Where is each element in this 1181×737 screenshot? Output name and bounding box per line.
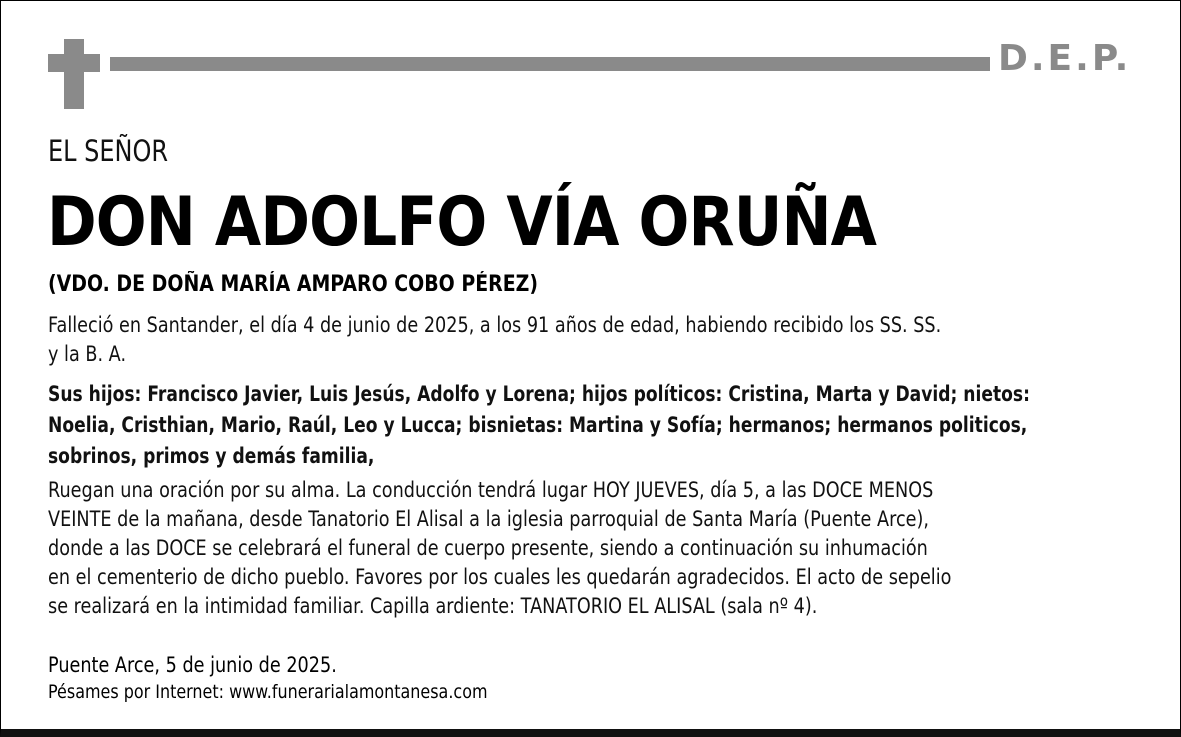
place-date: Puente Arce, 5 de junio de 2025. — [48, 653, 337, 677]
funeral-line: donde a las DOCE se celebrará el funeral de cuerpo presente, siendo a continuación su inhumación — [48, 536, 928, 560]
family-line: Noelia, Cristhian, Mario, Raúl, Leo y Lucca; bisnietas: Martina y Sofía; hermanos; hermanos politicos, — [48, 413, 1028, 437]
widower-of: (VDO. DE DOÑA MARÍA AMPARO COBO PÉREZ) — [48, 272, 539, 297]
header-rule — [110, 57, 990, 71]
funeral-line: VEINTE de la mañana, desde Tanatorio El Alisal a la iglesia parroquial de Santa María (Puente Arce), — [48, 507, 930, 531]
deceased-name: DON ADOLFO VÍA ORUÑA — [47, 183, 877, 262]
family-line: Sus hijos: Francisco Javier, Luis Jesús, Adolfo y Lorena; hijos políticos: Cristina, Marta y David; nietos: — [48, 382, 1030, 406]
family-list — [48, 379, 1132, 472]
honorific-title: EL SEÑOR — [48, 134, 169, 168]
death-notice-line: y la B. A. — [48, 342, 127, 366]
death-notice — [48, 311, 1132, 369]
funeral-line: se realizará en la intimidad familiar. Capilla ardiente: TANATORIO EL ALISAL (sala nº 4). — [48, 594, 818, 618]
funeral-details — [48, 476, 1132, 621]
family-line: sobrinos, primos y demás familia, — [48, 444, 375, 468]
dep-label: D.E.P. — [998, 38, 1132, 79]
funeral-line: en el cementerio de dicho pueblo. Favores por los cuales les quedarán agradecidos. El acto de sepelio — [48, 565, 952, 589]
funeral-line: Ruegan una oración por su alma. La conducción tendrá lugar HOY JUEVES, día 5, a las DOCE MENOS — [48, 478, 934, 502]
condolences-link[interactable]: Pésames por Internet: www.funerarialamontanesa.com — [48, 681, 488, 703]
death-notice-line: Falleció en Santander, el día 4 de junio de 2025, a los 91 años de edad, habiendo recibido los SS. SS. — [48, 313, 942, 337]
